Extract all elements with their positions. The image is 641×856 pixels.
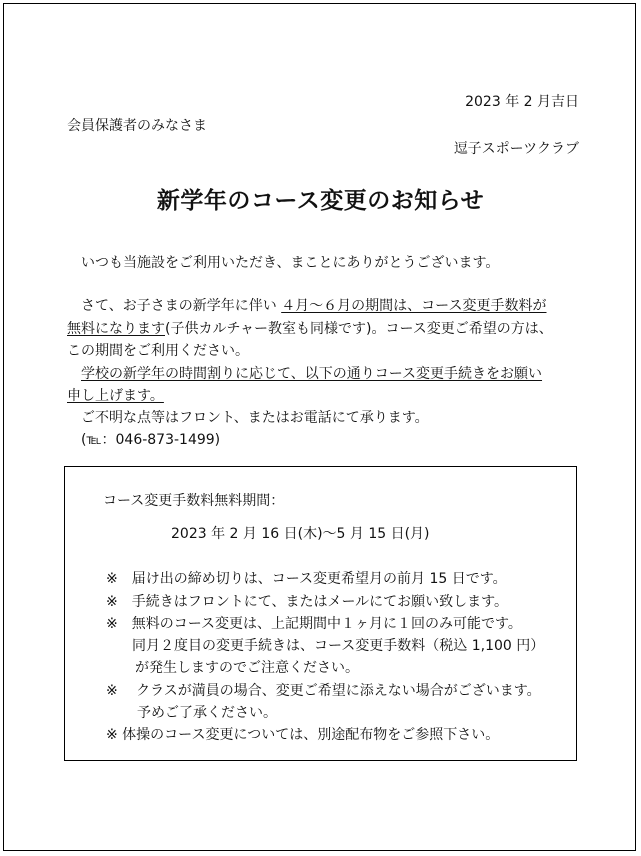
free-period-underlined: ４月～６月の期間は、コース変更手数料が [281,298,547,314]
paragraph-2-line-2 [67,387,164,405]
free-period-box [64,466,577,761]
note-apology: 予めご了承ください。 [137,705,277,721]
document-title: 新学年のコース変更のお知らせ [156,188,485,214]
request-underlined-end: 申し上げます。 [67,388,164,404]
paragraph-1-line-3: この期間をご利用ください。 [67,343,249,359]
paragraph-1-line-2 [67,320,553,338]
note-second-change-fee: 同月２度目の変更手続きは、コース変更手数料（税込 1,100 円） [132,638,545,654]
free-period-dates: 2023 年 2 月 16 日(木)～5 月 15 日(月) [171,526,430,542]
phone-number: (℡：046-873-1499) [81,432,221,448]
note-procedure: ※ 手続きはフロントにて、またはメールにてお願い致します。 [106,594,509,610]
paragraph-2-line-1 [81,365,542,383]
greeting-line: いつも当施設をご利用いただき、まことにありがとうございます。 [81,255,500,271]
sender-name: 逗子スポーツクラブ [453,141,579,157]
contact-line: ご不明な点等はフロント、またはお電話にて承ります。 [81,410,429,426]
free-notice-underlined: 無料になります [67,321,165,337]
note-deadline: ※ 届け出の締め切りは、コース変更希望月の前月 15 日です。 [106,571,507,587]
note-free-change-limit: ※ 無料のコース変更は、上記期間中１ヶ月に１回のみ可能です。 [106,616,522,632]
paragraph-1-text-d: (子供カルチャー教室も同様です)。コース変更ご希望の方は、 [165,321,553,337]
box-heading: コース変更手数料無料期間： [103,493,285,509]
addressee: 会員保護者のみなさま [67,118,207,134]
note-gymnastics: ※ 体操のコース変更については、別途配布物をご参照下さい。 [106,727,500,743]
request-underlined: 学校の新学年の時間割りに応じて、以下の通りコース変更手続きをお願い [81,366,543,382]
paragraph-1-line-1 [81,297,547,315]
issue-date: 2023 年 2 月吉日 [465,94,579,110]
note-fee-caution: が発生しますのでご注意ください。 [135,660,359,676]
note-class-full: ※ クラスが満員の場合、変更ご希望に添えない場合がございます。 [106,683,541,699]
paragraph-1-text-a: さて、お子さまの新学年に伴い [81,298,277,314]
